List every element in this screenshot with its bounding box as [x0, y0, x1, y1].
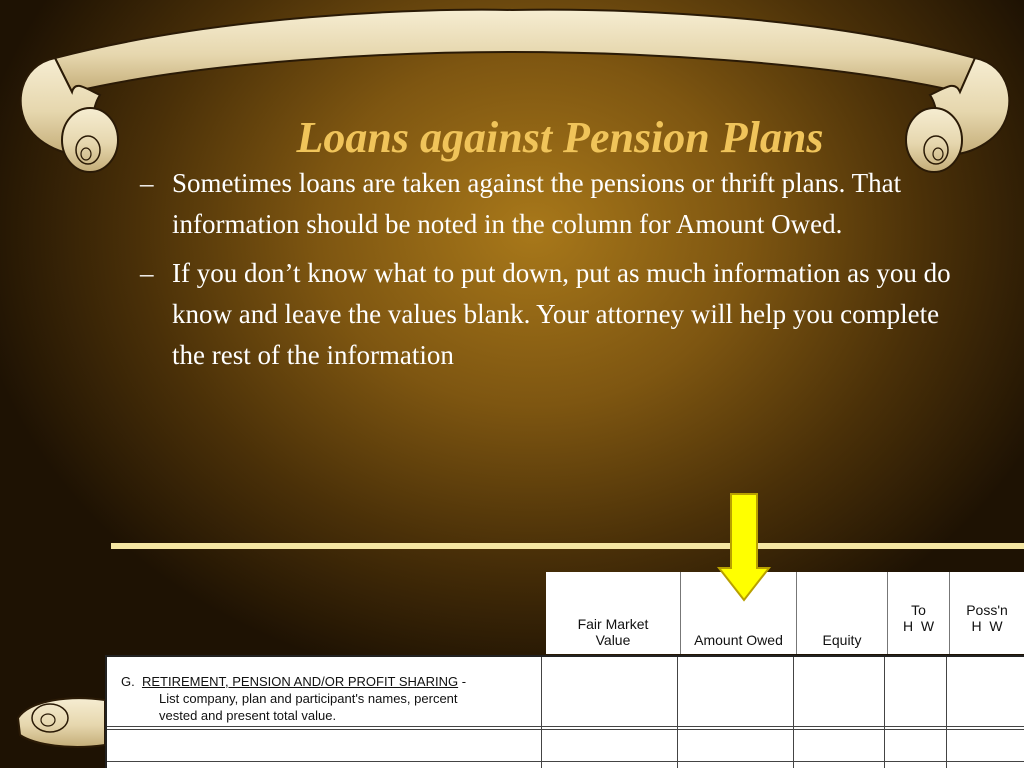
slide-title: Loans against Pension Plans — [296, 113, 824, 162]
column-divider — [677, 657, 678, 768]
column-sub-label: H W — [971, 618, 1003, 634]
column-divider — [541, 657, 542, 768]
bullet-dash: – — [140, 258, 154, 288]
column-label: Poss'n — [966, 602, 1008, 618]
item-letter: G. — [121, 674, 135, 689]
bullet-text: If you don’t know what to put down, put as much information as you do know and leave the values blank. Your attorney will help you complete the rest of the information — [172, 258, 951, 370]
down-arrow-icon — [716, 492, 772, 604]
bullet-text: Sometimes loans are taken against the pensions or thrift plans. That information should be noted in the column for Amount Owed. — [172, 168, 902, 239]
column-possession — [950, 572, 1024, 654]
form-column-header — [546, 572, 1024, 654]
retirement-item — [121, 673, 541, 724]
row-divider — [107, 761, 1024, 762]
column-divider — [946, 657, 947, 768]
divider-line — [111, 543, 1024, 549]
item-heading: RETIREMENT, PENSION AND/OR PROFIT SHARING — [141, 674, 459, 689]
column-label: To — [911, 602, 926, 618]
column-sub-label: H W — [902, 618, 935, 634]
column-label: Equity — [822, 632, 862, 648]
column-to — [888, 572, 950, 654]
column-label: Amount Owed — [694, 632, 783, 648]
column-label: Fair Market Value — [577, 616, 649, 648]
row-divider — [107, 729, 1024, 730]
bullet-item — [140, 253, 960, 376]
column-divider — [884, 657, 885, 768]
bullet-list — [140, 163, 960, 384]
column-fair-market-value — [546, 572, 681, 654]
item-description: List company, plan and participant's names, percent — [159, 691, 458, 706]
item-suffix: - — [458, 674, 467, 689]
column-divider — [793, 657, 794, 768]
row-divider — [107, 726, 1024, 727]
column-equity — [797, 572, 888, 654]
form-body — [105, 655, 1024, 768]
bullet-item — [140, 163, 960, 245]
item-description: vested and present total value. — [159, 708, 337, 723]
bullet-dash: – — [140, 168, 154, 198]
